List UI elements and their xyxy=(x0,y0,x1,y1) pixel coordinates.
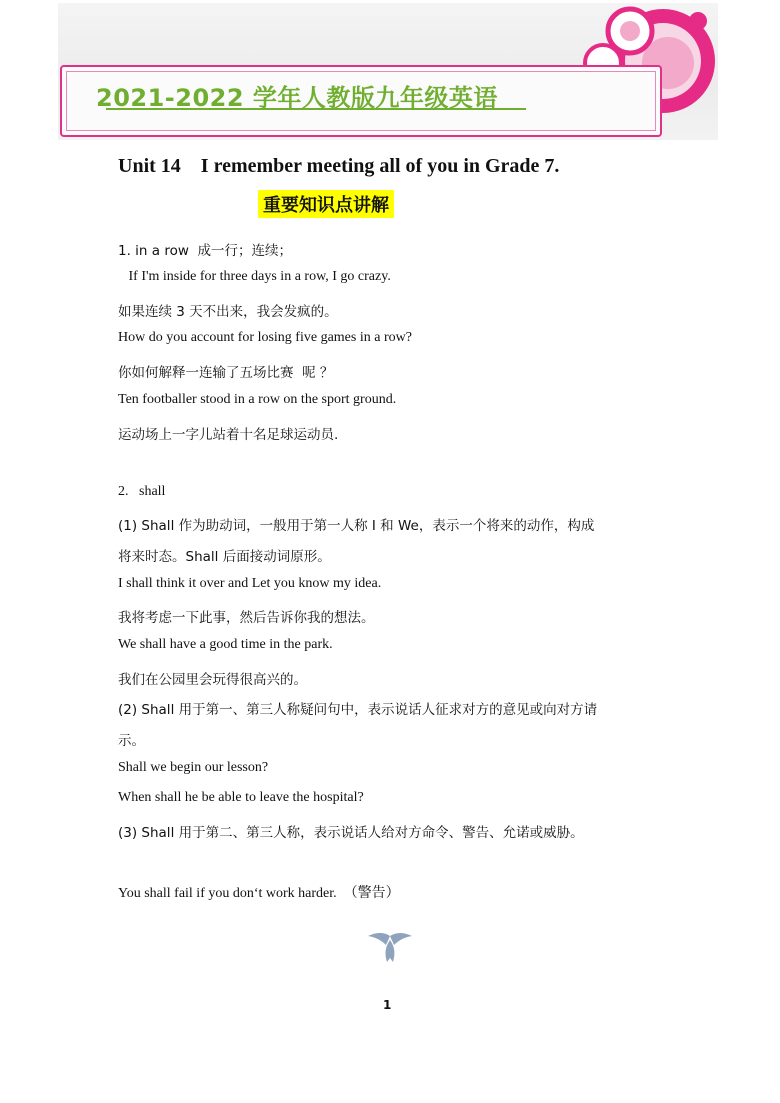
text-line: 1. in a row 成一行；连续； xyxy=(118,243,292,259)
text-line: 如果连续 3 天不出来，我会发疯的。 xyxy=(118,304,338,320)
text-line: If I'm inside for three days in a row, I go crazy. xyxy=(118,269,391,284)
text-line: How do you account for losing five games in a row? xyxy=(118,330,412,345)
text-line: We shall have a good time in the park. xyxy=(118,637,333,652)
text-line: 运动场上一字儿站着十名足球运动员. xyxy=(118,427,339,443)
text-line: 将来时态。Shall 后面接动词原形。 xyxy=(118,549,331,565)
text-line: Ten footballer stood in a row on the sport ground. xyxy=(118,392,397,407)
text-line: 2. shall xyxy=(118,484,166,499)
text-line: (1) Shall 作为助动词，一般用于第一人称 I 和 We，表示一个将来的动作，构成 xyxy=(118,518,595,534)
text-line: I shall think it over and Let you know my idea. xyxy=(118,576,382,591)
text-line: 你如何解释一连输了五场比赛 呢 ？ xyxy=(118,365,334,381)
document-title: 2021-2022 学年人教版九年级英语 xyxy=(96,84,498,112)
text-line: Shall we begin our lesson? xyxy=(118,760,269,775)
text-line: 我们在公园里会玩得很高兴的。 xyxy=(118,672,307,688)
title-box xyxy=(60,65,662,137)
text-line: When shall he be able to leave the hospital? xyxy=(118,790,364,805)
leaf-ornament-icon xyxy=(366,930,414,966)
header-banner xyxy=(58,3,718,140)
text-line: (2) Shall 用于第一、第三人称疑问句中，表示说话人征求对方的意见或向对方请 xyxy=(118,702,598,718)
text-line: You shall fail if you don‘t work harder. （警告） xyxy=(118,886,400,901)
text-line: 示。 xyxy=(118,733,145,749)
text-line: 我将考虑一下此事，然后告诉你我的想法。 xyxy=(118,610,375,626)
page-number: 1 xyxy=(383,998,392,1012)
unit-heading: Unit 14 I remember meeting all of you in Grade 7. xyxy=(118,155,560,177)
section-subtitle: 重要知识点讲解 xyxy=(258,190,394,218)
text-line: (3) Shall 用于第二、第三人称，表示说话人给对方命令、警告、允诺或威胁。 xyxy=(118,825,584,841)
